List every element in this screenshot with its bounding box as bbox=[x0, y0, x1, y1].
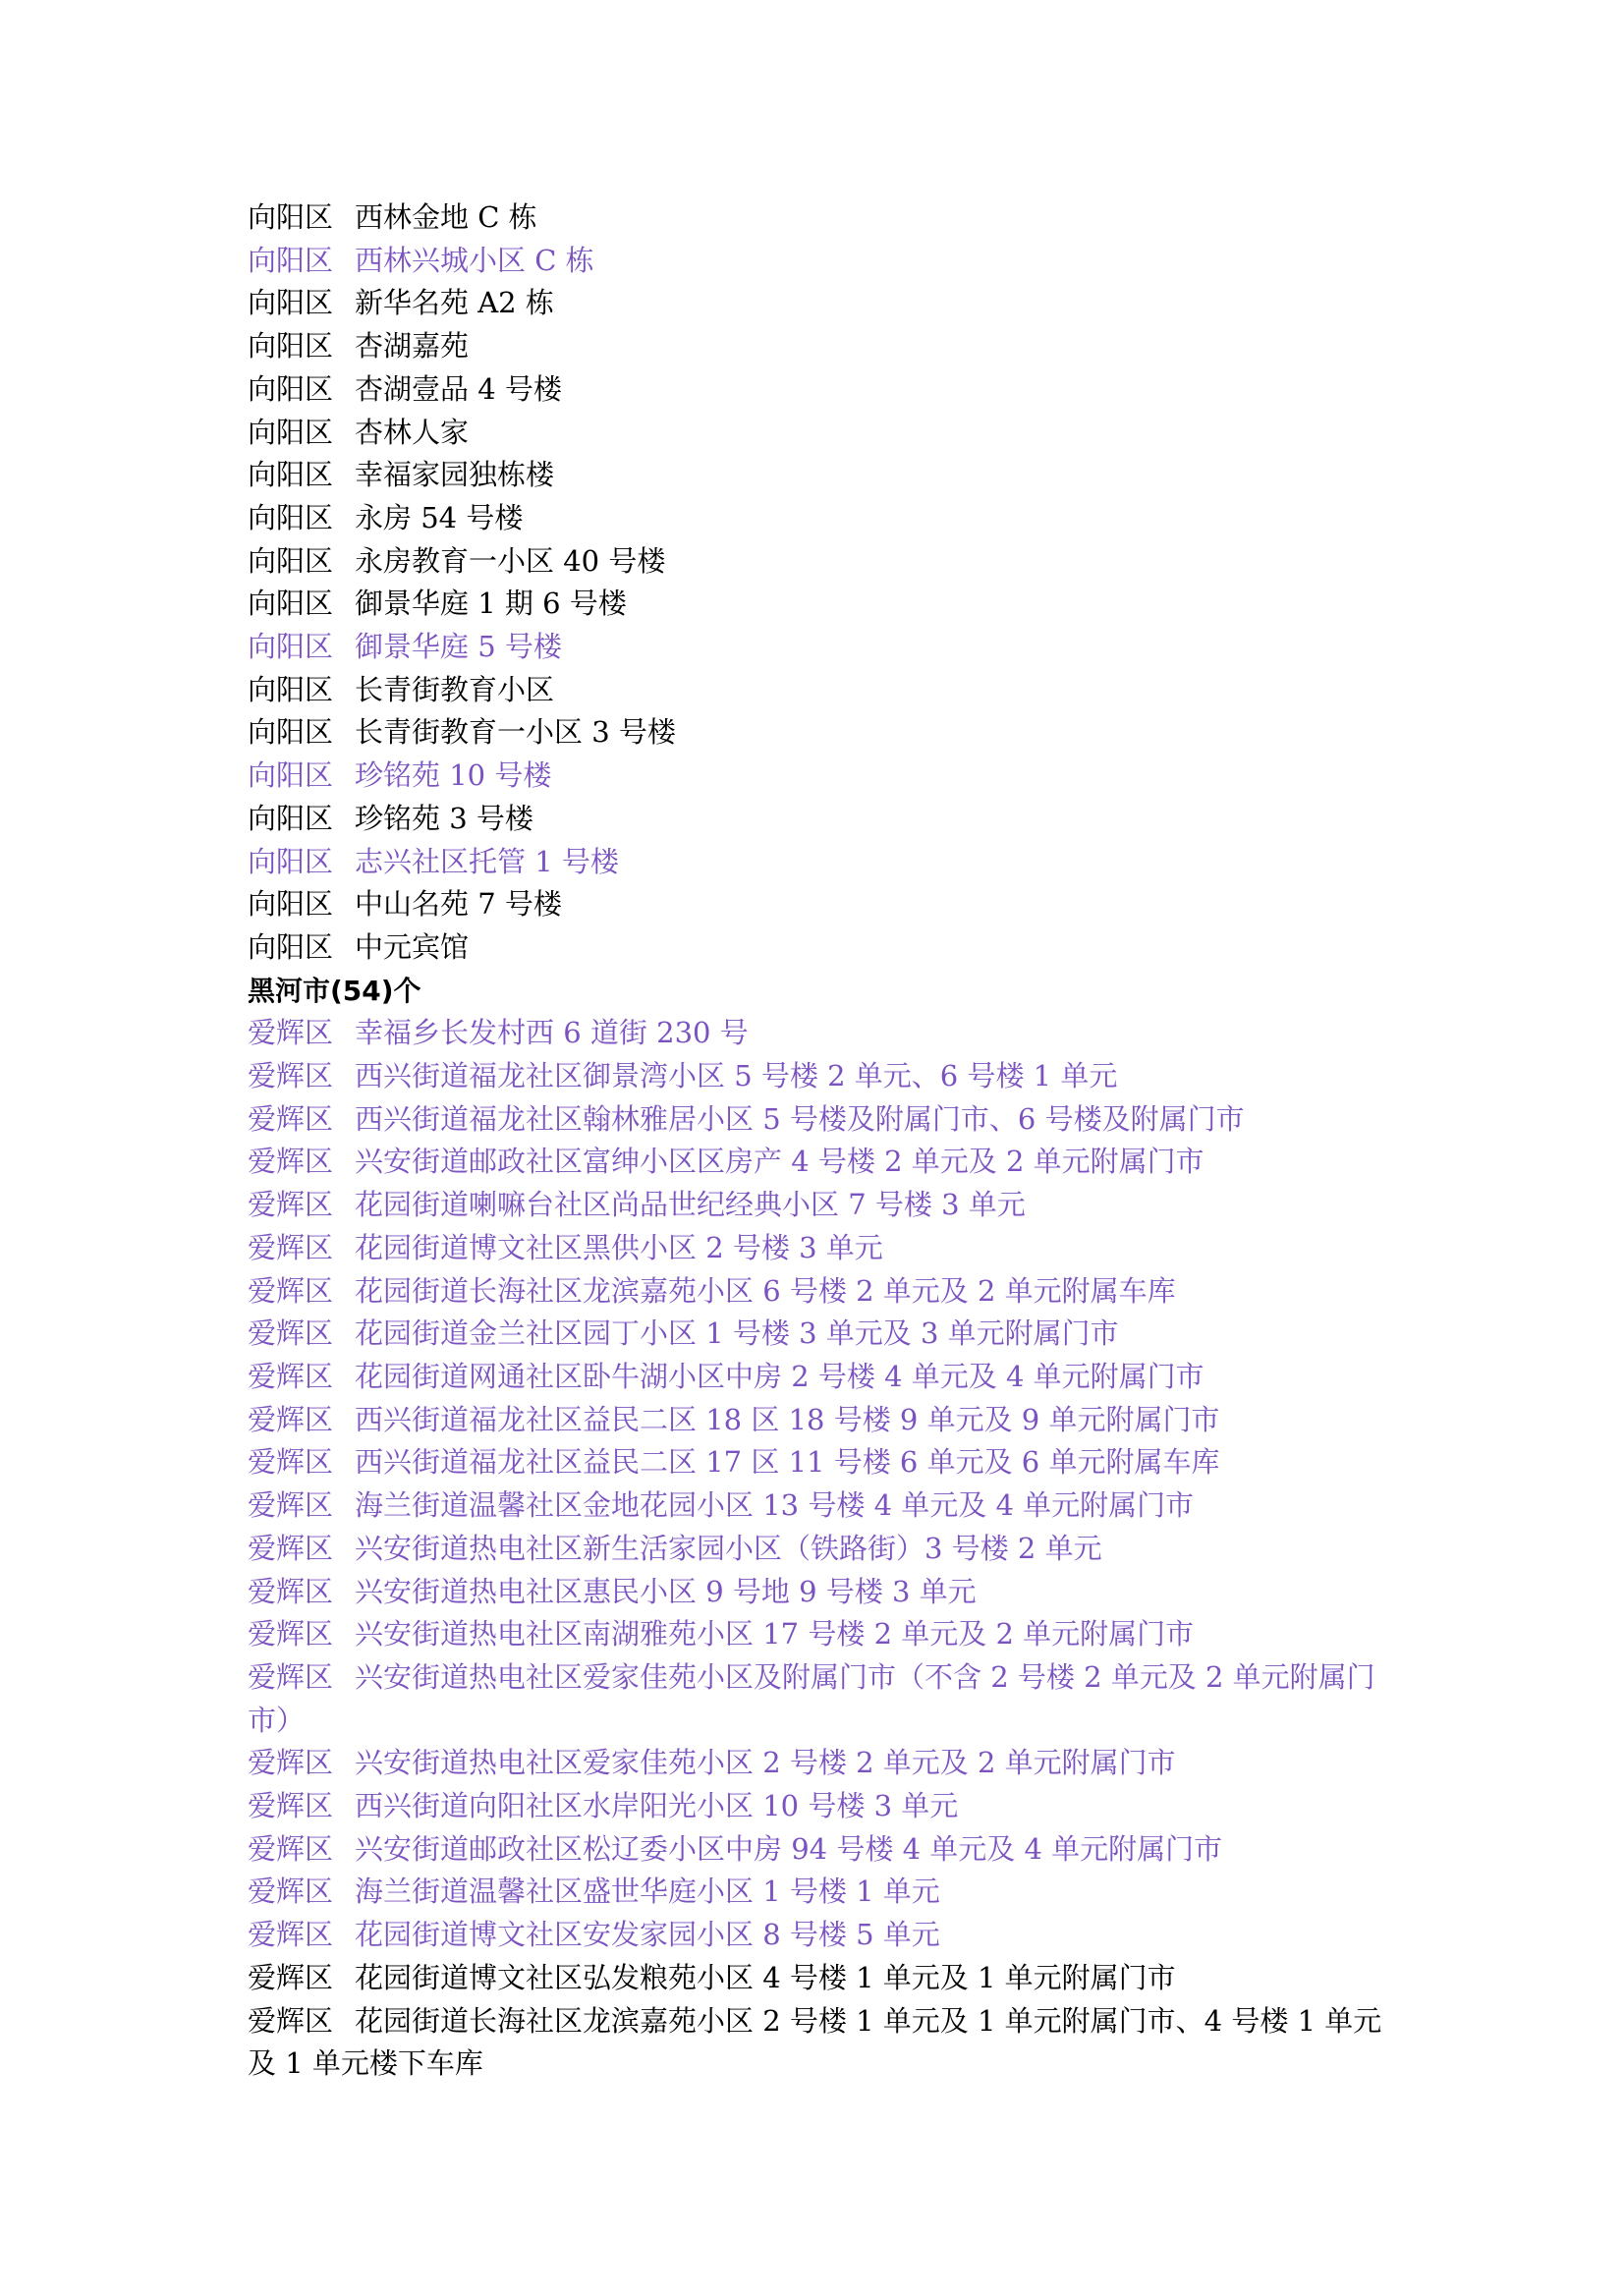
district-name: 爱辉区 bbox=[248, 1659, 334, 1694]
address-entry bbox=[248, 1613, 1397, 1656]
address-text: 长青街教育小区 bbox=[355, 672, 555, 706]
district-name: 爱辉区 bbox=[248, 1273, 334, 1308]
address-entry bbox=[248, 368, 1397, 412]
district-name: 向阳区 bbox=[248, 286, 334, 320]
address-text: 幸福乡长发村西 6 道街 230 号 bbox=[355, 1016, 749, 1050]
address-text: 兴安街道热电社区爱家佳苑小区及附属门市（不含 2 号楼 2 单元及 2 单元附属门市） bbox=[248, 1659, 1375, 1737]
address-text: 珍铭苑 10 号楼 bbox=[355, 758, 552, 793]
district-name: 爱辉区 bbox=[248, 1746, 334, 1780]
district-name: 爱辉区 bbox=[248, 1574, 334, 1608]
address-entry bbox=[248, 1528, 1397, 1571]
address-entry bbox=[248, 1098, 1397, 1142]
address-text: 兴安街道邮政社区富绅小区区房产 4 号楼 2 单元及 2 单元附属门市 bbox=[355, 1145, 1204, 1179]
address-entry bbox=[248, 1141, 1397, 1184]
address-text: 花园街道博文社区安发家园小区 8 号楼 5 单元 bbox=[355, 1918, 940, 1952]
district-name: 爱辉区 bbox=[248, 1831, 334, 1866]
address-entry bbox=[248, 196, 1397, 240]
address-entry bbox=[248, 2000, 1397, 2086]
address-text: 杏林人家 bbox=[355, 415, 470, 449]
address-text: 西兴街道福龙社区御景湾小区 5 号楼 2 单元、6 号楼 1 单元 bbox=[355, 1059, 1118, 1093]
address-text: 花园街道网通社区卧牛湖小区中房 2 号楼 4 单元及 4 单元附属门市 bbox=[355, 1359, 1204, 1393]
address-entry bbox=[248, 1914, 1397, 1957]
address-text: 花园街道长海社区龙滨嘉苑小区 6 号楼 2 单元及 2 单元附属车库 bbox=[355, 1273, 1176, 1308]
district-name: 向阳区 bbox=[248, 715, 334, 750]
address-entry bbox=[248, 540, 1397, 584]
address-text: 珍铭苑 3 号楼 bbox=[355, 801, 533, 835]
address-entry bbox=[248, 926, 1397, 970]
district-name: 爱辉区 bbox=[248, 1960, 334, 1994]
heihe-city-list bbox=[248, 1012, 1397, 2086]
address-text: 中山名苑 7 号楼 bbox=[355, 887, 562, 922]
district-name: 爱辉区 bbox=[248, 1488, 334, 1523]
address-text: 兴安街道热电社区南湖雅苑小区 17 号楼 2 单元及 2 单元附属门市 bbox=[355, 1617, 1195, 1651]
district-name: 爱辉区 bbox=[248, 2003, 334, 2038]
address-text: 御景华庭 5 号楼 bbox=[355, 630, 562, 664]
address-entry bbox=[248, 412, 1397, 455]
district-name: 向阳区 bbox=[248, 500, 334, 534]
address-text: 西林金地 C 栋 bbox=[355, 200, 537, 234]
address-text: 西林兴城小区 C 栋 bbox=[355, 243, 594, 277]
district-name: 爱辉区 bbox=[248, 1230, 334, 1264]
address-entry bbox=[248, 798, 1397, 841]
address-text: 花园街道金兰社区园丁小区 1 号楼 3 单元及 3 单元附属门市 bbox=[355, 1316, 1119, 1351]
district-name: 向阳区 bbox=[248, 458, 334, 492]
address-entry bbox=[248, 1356, 1397, 1399]
address-entry bbox=[248, 497, 1397, 540]
district-name: 向阳区 bbox=[248, 929, 334, 964]
district-name: 爱辉区 bbox=[248, 1875, 334, 1909]
address-entry bbox=[248, 1571, 1397, 1614]
address-entry bbox=[248, 626, 1397, 669]
district-name: 向阳区 bbox=[248, 844, 334, 878]
address-entry bbox=[248, 1012, 1397, 1055]
address-text: 杏湖嘉苑 bbox=[355, 329, 470, 364]
address-entry bbox=[248, 1742, 1397, 1785]
address-text: 花园街道博文社区弘发粮苑小区 4 号楼 1 单元及 1 单元附属门市 bbox=[355, 1960, 1176, 1994]
address-entry bbox=[248, 755, 1397, 798]
address-text: 西兴街道向阳社区水岸阳光小区 10 号楼 3 单元 bbox=[355, 1789, 959, 1823]
district-name: 向阳区 bbox=[248, 243, 334, 277]
district-name: 爱辉区 bbox=[248, 1316, 334, 1351]
address-entry bbox=[248, 240, 1397, 283]
district-name: 爱辉区 bbox=[248, 1145, 334, 1179]
district-name: 向阳区 bbox=[248, 329, 334, 364]
address-text: 海兰街道温馨社区金地花园小区 13 号楼 4 单元及 4 单元附属门市 bbox=[355, 1488, 1195, 1523]
xiangyang-district-list bbox=[248, 196, 1397, 970]
address-text: 长青街教育一小区 3 号楼 bbox=[355, 715, 676, 750]
address-text: 花园街道长海社区龙滨嘉苑小区 2 号楼 1 单元及 1 单元附属门市、4 号楼 1 单元及 1 单元楼下车库 bbox=[248, 2003, 1382, 2081]
address-entry bbox=[248, 1957, 1397, 2000]
address-text: 兴安街道邮政社区松辽委小区中房 94 号楼 4 单元及 4 单元附属门市 bbox=[355, 1831, 1223, 1866]
district-name: 向阳区 bbox=[248, 758, 334, 793]
district-name: 向阳区 bbox=[248, 801, 334, 835]
address-entry bbox=[248, 1441, 1397, 1484]
district-name: 爱辉区 bbox=[248, 1531, 334, 1565]
address-text: 永房 54 号楼 bbox=[355, 500, 524, 534]
district-name: 向阳区 bbox=[248, 543, 334, 578]
address-entry bbox=[248, 841, 1397, 884]
document-content bbox=[248, 196, 1397, 2086]
address-entry bbox=[248, 1227, 1397, 1270]
address-entry bbox=[248, 1313, 1397, 1356]
address-entry bbox=[248, 669, 1397, 712]
address-entry bbox=[248, 1055, 1397, 1098]
address-entry bbox=[248, 583, 1397, 626]
district-name: 向阳区 bbox=[248, 371, 334, 406]
address-text: 兴安街道热电社区惠民小区 9 号地 9 号楼 3 单元 bbox=[355, 1574, 977, 1608]
district-name: 向阳区 bbox=[248, 630, 334, 664]
address-text: 花园街道博文社区黑供小区 2 号楼 3 单元 bbox=[355, 1230, 883, 1264]
district-name: 爱辉区 bbox=[248, 1789, 334, 1823]
address-text: 幸福家园独栋楼 bbox=[355, 458, 555, 492]
address-text: 永房教育一小区 40 号楼 bbox=[355, 543, 666, 578]
district-name: 爱辉区 bbox=[248, 1101, 334, 1136]
address-entry bbox=[248, 1184, 1397, 1227]
district-name: 爱辉区 bbox=[248, 1188, 334, 1222]
address-text: 新华名苑 A2 栋 bbox=[355, 286, 554, 320]
district-name: 爱辉区 bbox=[248, 1402, 334, 1436]
district-name: 向阳区 bbox=[248, 887, 334, 922]
address-entry bbox=[248, 1399, 1397, 1442]
address-entry bbox=[248, 1484, 1397, 1528]
address-entry bbox=[248, 1270, 1397, 1314]
district-name: 爱辉区 bbox=[248, 1059, 334, 1093]
address-text: 海兰街道温馨社区盛世华庭小区 1 号楼 1 单元 bbox=[355, 1875, 940, 1909]
address-text: 杏湖壹品 4 号楼 bbox=[355, 371, 562, 406]
address-entry bbox=[248, 711, 1397, 755]
address-text: 兴安街道热电社区爱家佳苑小区 2 号楼 2 单元及 2 单元附属门市 bbox=[355, 1746, 1176, 1780]
address-text: 御景华庭 1 期 6 号楼 bbox=[355, 587, 627, 621]
address-entry bbox=[248, 325, 1397, 368]
address-entry bbox=[248, 1785, 1397, 1828]
district-name: 向阳区 bbox=[248, 587, 334, 621]
district-name: 向阳区 bbox=[248, 200, 334, 234]
address-text: 西兴街道福龙社区益民二区 18 区 18 号楼 9 单元及 9 单元附属门市 bbox=[355, 1402, 1220, 1436]
address-text: 中元宾馆 bbox=[355, 929, 470, 964]
district-name: 爱辉区 bbox=[248, 1918, 334, 1952]
district-name: 向阳区 bbox=[248, 415, 334, 449]
district-name: 爱辉区 bbox=[248, 1445, 334, 1480]
district-name: 爱辉区 bbox=[248, 1617, 334, 1651]
address-entry bbox=[248, 1828, 1397, 1872]
address-entry bbox=[248, 282, 1397, 325]
address-entry bbox=[248, 883, 1397, 926]
section-heading-heihe: 黑河市(54)个 bbox=[248, 974, 421, 1007]
address-text: 兴安街道热电社区新生活家园小区（铁路街）3 号楼 2 单元 bbox=[355, 1531, 1102, 1565]
address-entry bbox=[248, 1871, 1397, 1914]
address-entry bbox=[248, 1656, 1397, 1742]
address-text: 志兴社区托管 1 号楼 bbox=[355, 844, 619, 878]
district-name: 爱辉区 bbox=[248, 1359, 334, 1393]
address-text: 花园街道喇嘛台社区尚品世纪经典小区 7 号楼 3 单元 bbox=[355, 1188, 1026, 1222]
address-text: 西兴街道福龙社区翰林雅居小区 5 号楼及附属门市、6 号楼及附属门市 bbox=[355, 1101, 1245, 1136]
address-text: 西兴街道福龙社区益民二区 17 区 11 号楼 6 单元及 6 单元附属车库 bbox=[355, 1445, 1220, 1480]
address-entry bbox=[248, 454, 1397, 497]
district-name: 爱辉区 bbox=[248, 1016, 334, 1050]
district-name: 向阳区 bbox=[248, 672, 334, 706]
